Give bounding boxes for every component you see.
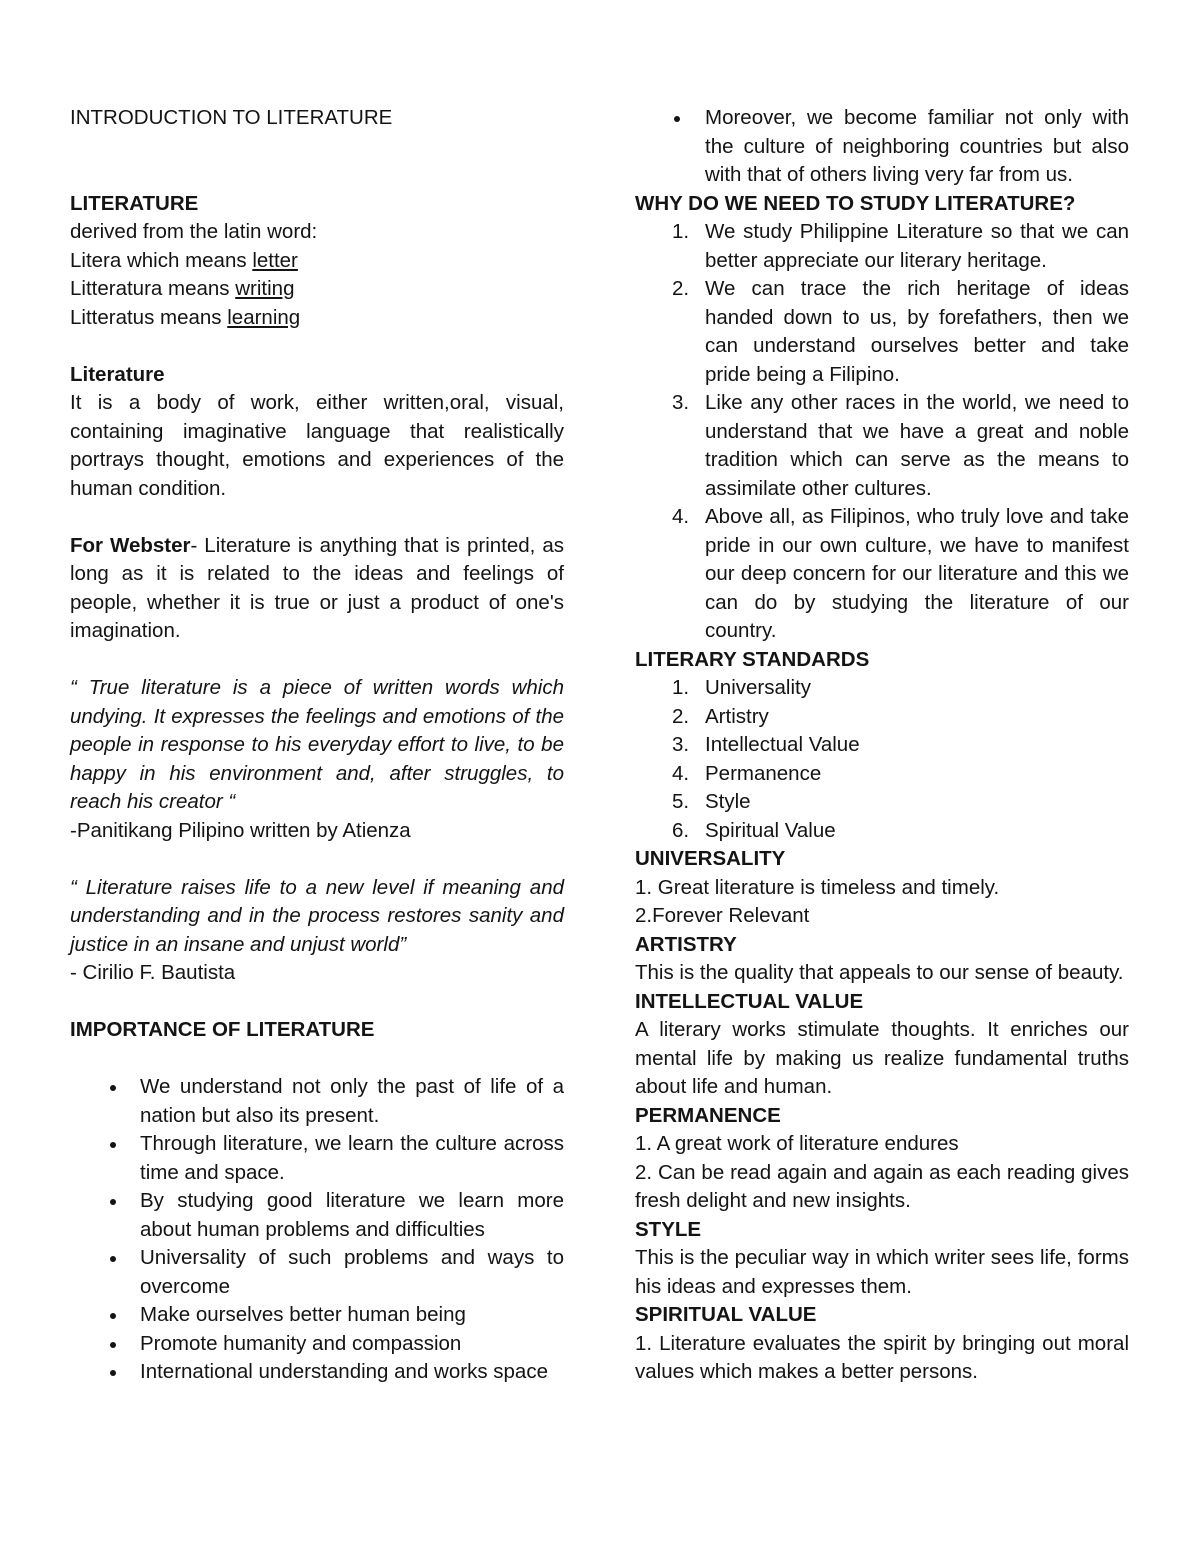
quote-bautista-source: - Cirilio F. Bautista xyxy=(70,961,236,984)
permanence-line: 1. A great work of literature endures xyxy=(635,1132,959,1155)
why-study-heading: WHY DO WE NEED TO STUDY LITERATURE? xyxy=(635,191,1076,215)
universality-line: 2.Forever Relevant xyxy=(635,904,810,927)
style-heading: STYLE xyxy=(635,1217,702,1241)
list-item: 1. We study Philippine Literature so that we can better appreciate our literary heritage. xyxy=(672,220,1129,272)
list-item: 2. We can trace the rich heritage of ideas handed down to us, by forefathers, then we can understand ourselves better and take pride being a Filipino. xyxy=(672,277,1129,386)
list-item: Make ourselves better human being xyxy=(70,1301,564,1330)
list-item: Moreover, we become familiar not only with the culture of neighboring countries but also with that of others living very far from us. xyxy=(635,104,1129,190)
artistry-text: This is the quality that appeals to our sense of beauty. xyxy=(635,961,1124,984)
quote-atienza-source: -Panitikang Pilipino written by Atienza xyxy=(70,818,411,842)
intellectual-text: A literary works stimulate thoughts. It enriches our mental life by making us realize fundamental truths about life and human. xyxy=(635,1018,1129,1098)
style-text: This is the peculiar way in which writer sees life, forms his ideas and expresses them. xyxy=(635,1246,1129,1298)
importance-heading: IMPORTANCE OF LITERATURE xyxy=(70,1018,375,1041)
universality-line: 1. Great literature is timeless and timely. xyxy=(635,875,1000,899)
etymology-word: learning xyxy=(227,305,301,329)
list-item: By studying good literature we learn more about human problems and difficulties xyxy=(70,1187,564,1244)
etymology-word: letter xyxy=(252,248,298,272)
etymology-litteratura: Litteratura means writing xyxy=(70,277,295,300)
why-study-list xyxy=(635,218,1129,646)
list-item: 2. Artistry xyxy=(672,704,769,728)
artistry-heading: ARTISTRY xyxy=(635,932,737,956)
importance-list-continued xyxy=(635,104,1129,190)
etymology-litera: Litera which means letter xyxy=(70,248,298,272)
quote-atienza: “ True literature is a piece of written words which undying. It expresses the feelings and emotions of the people in response to his everyday effort to live, to be happy in his environment and, after struggles, to reach his creator “ xyxy=(70,676,564,813)
list-item: Universality of such problems and ways to overcome xyxy=(70,1244,564,1301)
spiritual-heading: SPIRITUAL VALUE xyxy=(635,1303,817,1326)
importance-list xyxy=(70,1073,564,1387)
quote-bautista: “ Literature raises life to a new level if meaning and understanding and in the process restores sanity and justice in an insane and unjust world” xyxy=(70,875,564,956)
list-item: Promote humanity and compassion xyxy=(70,1330,564,1359)
literature-heading: LITERATURE xyxy=(70,191,199,215)
definition-heading: Literature xyxy=(70,362,165,386)
list-item: 6. Spiritual Value xyxy=(672,818,836,842)
webster-definition: For Webster- Literature is anything that is printed, as long as it is related to the ideas and feelings of people, whether it is true or just a product of one's imagination. xyxy=(70,533,564,642)
list-item: 3. Like any other races in the world, we need to understand that we have a great and noble tradition which can serve as the means to assimilate other cultures. xyxy=(672,391,1129,500)
standards-list xyxy=(635,674,1129,845)
universality-heading: UNIVERSALITY xyxy=(635,847,786,870)
permanence-line: 2. Can be read again and again as each reading gives fresh delight and new insights. xyxy=(635,1160,1129,1212)
right-column xyxy=(635,104,1129,1387)
derived-line: derived from the latin word: xyxy=(70,220,318,243)
list-item: 5. Style xyxy=(672,790,751,813)
list-item: Through literature, we learn the culture across time and space. xyxy=(70,1130,564,1187)
intellectual-heading: INTELLECTUAL VALUE xyxy=(635,989,864,1013)
list-item: 1. Universality xyxy=(672,676,811,699)
spiritual-text: 1. Literature evaluates the spirit by bringing out moral values which makes a better persons. xyxy=(635,1331,1129,1383)
standards-heading: LITERARY STANDARDS xyxy=(635,647,870,671)
list-item: 3. Intellectual Value xyxy=(672,733,860,756)
etymology-word: writing xyxy=(235,277,295,300)
definition-text: It is a body of work, either written,oral, visual, containing imaginative language that realistically portrays thought, emotions and experiences of the human condition. xyxy=(70,391,564,500)
document-title: INTRODUCTION TO LITERATURE xyxy=(70,106,393,129)
list-item: 4. Above all, as Filipinos, who truly love and take pride in our own culture, we have to manifest our deep concern for our literature and this we can do by studying the literature of our country. xyxy=(672,505,1129,642)
left-column xyxy=(70,104,564,1387)
etymology-litteratus: Litteratus means learning xyxy=(70,305,301,329)
list-item: International understanding and works space xyxy=(70,1358,564,1387)
webster-label: For Webster xyxy=(70,533,191,557)
list-item: We understand not only the past of life of a nation but also its present. xyxy=(70,1073,564,1130)
permanence-heading: PERMANENCE xyxy=(635,1103,781,1127)
list-item: 4. Permanence xyxy=(672,761,822,785)
